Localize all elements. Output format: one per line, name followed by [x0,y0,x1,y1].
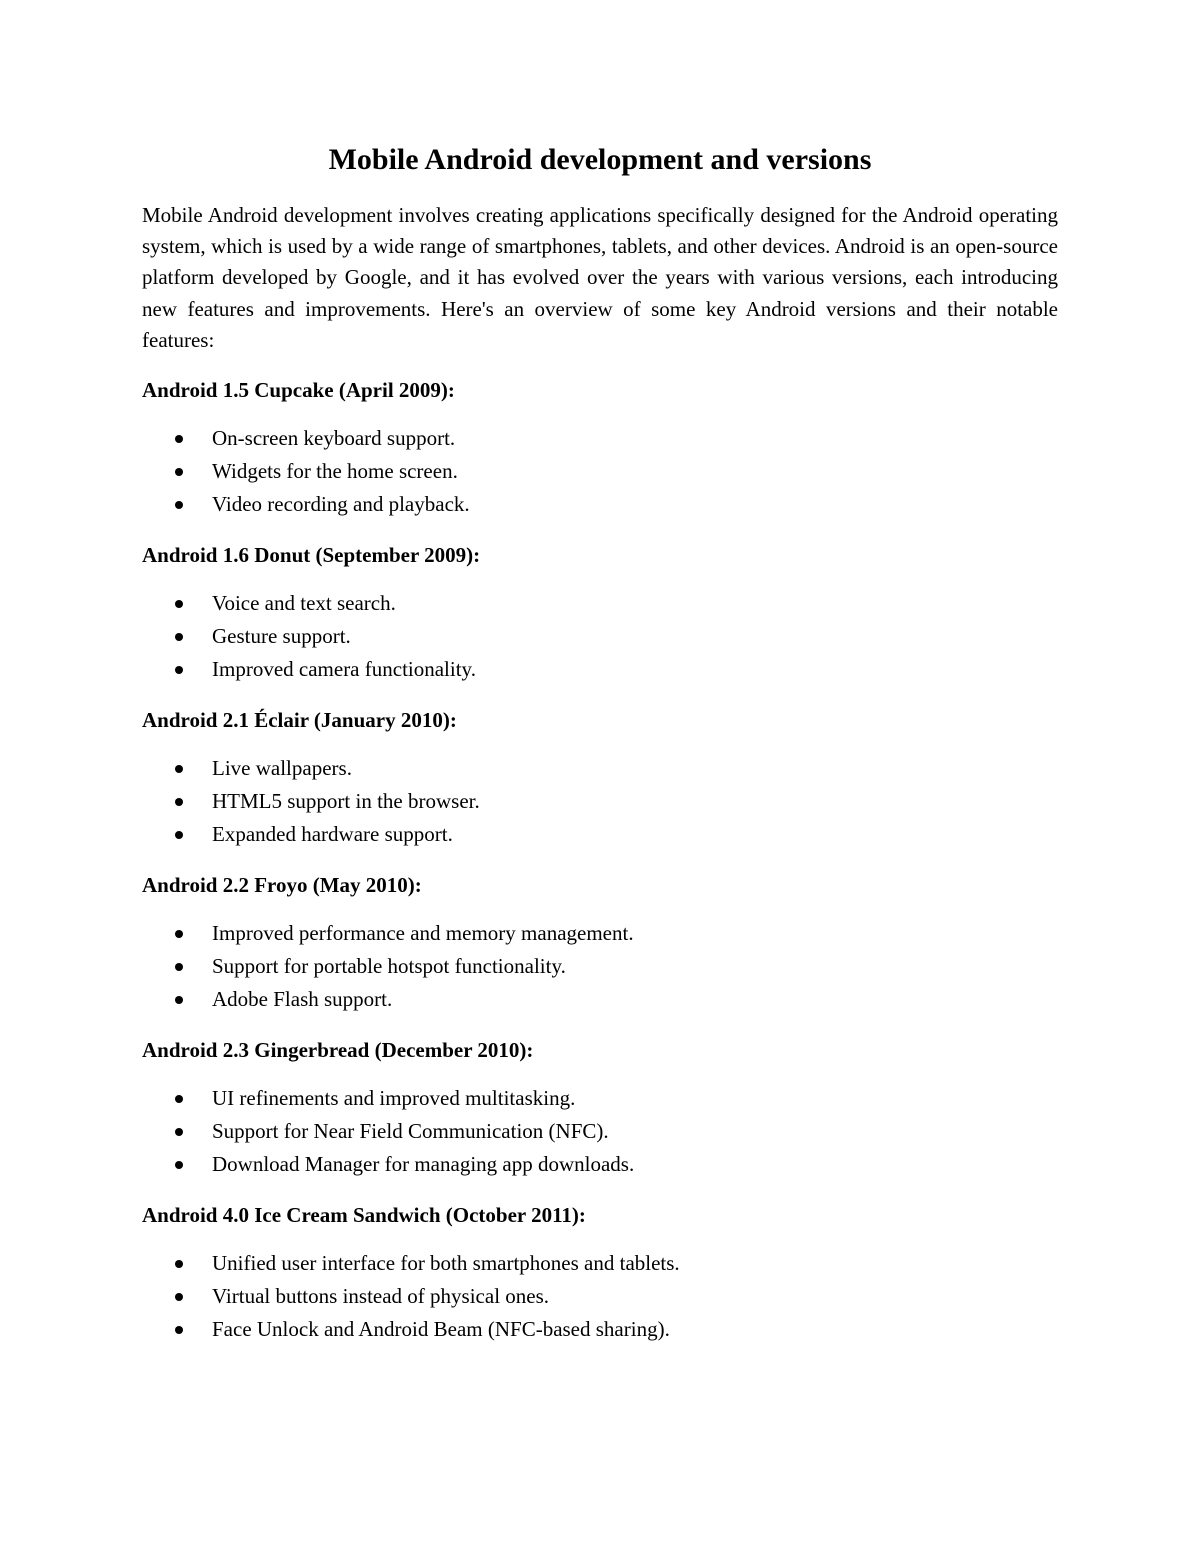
section-gingerbread [142,1036,1058,1181]
section-heading: Android 2.2 Froyo (May 2010): [142,873,422,898]
section-heading: Android 1.6 Donut (September 2009): [142,543,481,568]
list-item [142,620,1058,653]
list-item-text: Support for Near Field Communication (NFC). [212,1119,609,1144]
list-item [142,917,1058,950]
section-heading: Android 2.3 Gingerbread (December 2010): [142,1038,534,1063]
list-item-text: Gesture support. [212,624,351,649]
document-page [142,140,1058,1346]
section-donut [142,541,1058,686]
section-heading: Android 2.1 Éclair (January 2010): [142,708,457,733]
bullet-icon [175,468,183,476]
section-heading: Android 4.0 Ice Cream Sandwich (October 2011): [142,1203,586,1228]
bullet-icon [175,798,183,806]
list-item-text: Widgets for the home screen. [212,459,458,484]
list-item [142,752,1058,785]
document-title: Mobile Android development and versions [328,143,872,176]
bullet-list [142,422,1058,521]
bullet-icon [175,765,183,773]
list-item [142,1280,1058,1313]
list-item [142,818,1058,851]
bullet-icon [175,1161,183,1169]
bullet-icon [175,831,183,839]
bullet-list [142,587,1058,686]
bullet-list [142,917,1058,1016]
list-item-text: Face Unlock and Android Beam (NFC-based sharing). [212,1317,670,1342]
bullet-icon [175,600,183,608]
list-item [142,587,1058,620]
list-item [142,455,1058,488]
list-item [142,1247,1058,1280]
bullet-list [142,1082,1058,1181]
bullet-list [142,752,1058,851]
list-item [142,1115,1058,1148]
list-item-text: Support for portable hotspot functionality. [212,954,566,979]
intro-paragraph: Mobile Android development involves creating applications specifically designed for the Android operating system, which is used by a wide range of smartphones, tablets, and other devices. Android is an open-source platform developed by Google, and it has evolved over the years with various versions, each introducing new features and improvements. Here's an overview of some key Android versions and their notable features: [142,203,1058,352]
list-item-text: UI refinements and improved multitasking. [212,1086,576,1111]
list-item-text: Adobe Flash support. [212,987,393,1012]
list-item-text: Download Manager for managing app downloads. [212,1152,635,1177]
bullet-icon [175,633,183,641]
list-item-text: Expanded hardware support. [212,822,453,847]
bullet-icon [175,501,183,509]
bullet-icon [175,1293,183,1301]
bullet-icon [175,1326,183,1334]
list-item [142,950,1058,983]
list-item [142,785,1058,818]
section-eclair [142,706,1058,851]
list-item-text: Improved camera functionality. [212,657,476,682]
bullet-icon [175,1128,183,1136]
section-cupcake [142,376,1058,521]
section-ice-cream-sandwich [142,1201,1058,1346]
list-item-text: Virtual buttons instead of physical ones. [212,1284,550,1309]
list-item-text: Improved performance and memory management. [212,921,634,946]
bullet-icon [175,996,183,1004]
list-item-text: Unified user interface for both smartphones and tablets. [212,1251,680,1276]
list-item [142,1148,1058,1181]
bullet-icon [175,930,183,938]
section-heading: Android 1.5 Cupcake (April 2009): [142,378,455,403]
list-item [142,422,1058,455]
list-item-text: Live wallpapers. [212,756,352,781]
bullet-icon [175,666,183,674]
list-item [142,983,1058,1016]
section-froyo [142,871,1058,1016]
list-item [142,1313,1058,1346]
list-item-text: Video recording and playback. [212,492,470,517]
bullet-icon [175,1260,183,1268]
bullet-icon [175,435,183,443]
list-item-text: On-screen keyboard support. [212,426,456,451]
list-item [142,488,1058,521]
bullet-icon [175,963,183,971]
bullet-list [142,1247,1058,1346]
list-item-text: HTML5 support in the browser. [212,789,480,814]
list-item [142,1082,1058,1115]
list-item-text: Voice and text search. [212,591,396,616]
bullet-icon [175,1095,183,1103]
list-item [142,653,1058,686]
